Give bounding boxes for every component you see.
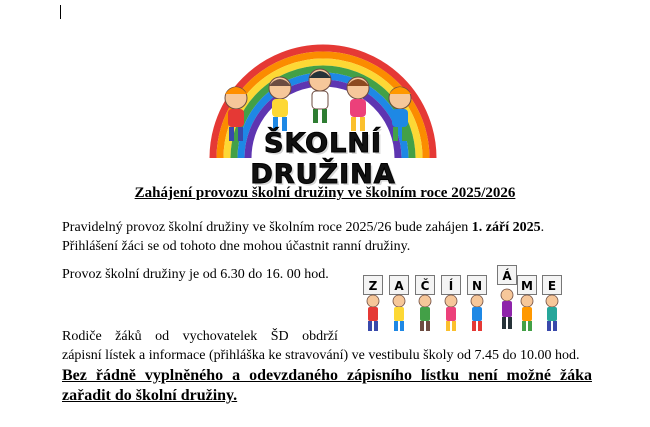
registration-info: zápisní lístek a informace (přihláška ke stravování) ve vestibulu školy od 7.45 do 10.00 hod.: [62, 348, 580, 363]
parents-info: Rodiče žáků od vychovatelek ŠD obdrží: [62, 329, 338, 344]
letter-tile: Á: [497, 265, 517, 285]
letter-tile: Í: [441, 275, 461, 295]
start-info-end: .: [540, 220, 545, 235]
morning-club-info: Přihlášení žáci se od tohoto dne mohou účastnit ranní družiny.: [62, 239, 411, 254]
letter-tile: N: [467, 275, 487, 295]
start-date: 1. září 2025: [471, 220, 541, 235]
letter-tile: E: [542, 275, 562, 295]
letter-tile: M: [517, 275, 537, 295]
start-info-text: Pravidelný provoz školní družiny ve školním roce 2025/26 bude zahájen: [62, 220, 472, 235]
warning-notice: Bez řádně vyplněného a odevzdaného zápisního lístku není možné žáka zařadit do školní družiny.: [62, 367, 592, 404]
zacinam-illustration: [357, 265, 565, 335]
start-info-line: [62, 218, 544, 237]
children-figures-icon: [357, 265, 565, 335]
page-title: Zahájení provozu školní družiny ve školním roce 2025/2026: [134, 185, 516, 201]
logo-text: ŠKOLNÍ DRUŽINA: [250, 128, 396, 190]
opening-hours: Provoz školní družiny je od 6.30 do 16. 00 hod.: [62, 267, 329, 282]
letter-tile: Z: [363, 275, 383, 295]
letter-tile: A: [389, 275, 409, 295]
letter-tile: Č: [415, 275, 435, 295]
text-cursor: [60, 5, 61, 19]
school-club-logo: [198, 28, 448, 190]
